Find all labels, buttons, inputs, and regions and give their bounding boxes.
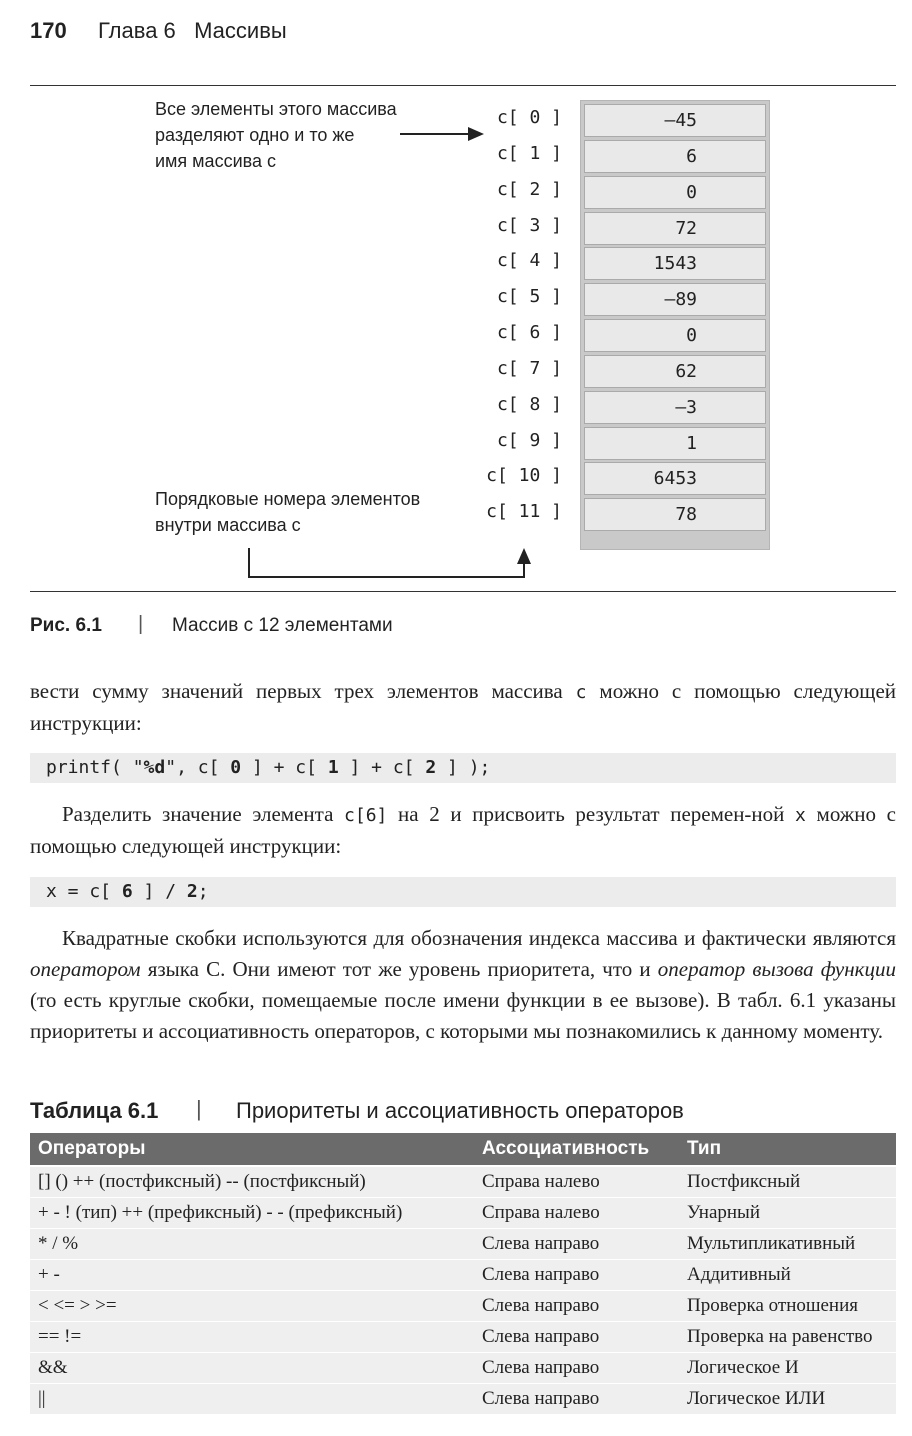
code-bold: %d bbox=[143, 757, 166, 778]
table-row bbox=[30, 1167, 896, 1197]
array-index: c[ 0 ] bbox=[496, 107, 562, 128]
italic-term: оператор вызова функции bbox=[657, 957, 896, 981]
code-run: ] / bbox=[132, 881, 187, 902]
cell-operators: && bbox=[38, 1357, 68, 1378]
inline-code: x bbox=[795, 805, 806, 826]
array-cell: 0 bbox=[584, 176, 766, 209]
array-cell: 0 bbox=[584, 319, 766, 352]
table-row bbox=[30, 1353, 896, 1383]
table-row bbox=[30, 1229, 896, 1259]
cell-associativity: Слева направо bbox=[482, 1326, 600, 1347]
text-run: можно с помощью следующей инструкции: bbox=[30, 679, 896, 735]
table-row bbox=[30, 1384, 896, 1414]
cell-operators: + - bbox=[38, 1264, 60, 1285]
cell-type: Постфиксный bbox=[687, 1171, 801, 1192]
cell-associativity: Слева направо bbox=[482, 1233, 600, 1254]
figure-label-bottom bbox=[155, 486, 420, 538]
code-bold: 1 bbox=[327, 757, 339, 778]
code-block-1 bbox=[30, 753, 896, 783]
cell-type: Мультипликативный bbox=[687, 1233, 856, 1254]
cell-type: Аддитивный bbox=[687, 1264, 791, 1285]
array-cell: 6 bbox=[584, 140, 766, 173]
text-run: Разделить значение элемента bbox=[62, 802, 345, 826]
cell-type: Логическое ИЛИ bbox=[687, 1388, 826, 1409]
figure-label-top-line: разделяют одно и то же bbox=[155, 125, 355, 145]
array-index: c[ 3 ] bbox=[496, 214, 562, 236]
page-number: 170 bbox=[30, 18, 67, 43]
cell-operators: == != bbox=[38, 1326, 82, 1347]
table-label: Таблица 6.1 bbox=[30, 1098, 159, 1123]
array-index: c[ 1 ] bbox=[496, 142, 562, 164]
table-row bbox=[30, 1322, 896, 1352]
figure-caption-separator: | bbox=[138, 613, 144, 635]
array-cell: –3 bbox=[584, 391, 766, 424]
array-index: c[ 9 ] bbox=[496, 429, 562, 451]
code-run: ] ); bbox=[436, 757, 491, 778]
code-run: ; bbox=[197, 881, 209, 902]
text-run: на 2 и присвоить результат перемен-ной bbox=[387, 802, 796, 826]
paragraph-2 bbox=[30, 799, 896, 862]
array-cell: 1 bbox=[584, 427, 766, 460]
array-index: c[ 6 ] bbox=[496, 322, 562, 344]
code-bold: 2 bbox=[186, 881, 198, 902]
figure-arrows bbox=[0, 0, 912, 600]
column-header-operators: Операторы bbox=[38, 1138, 146, 1159]
code-bold: 6 bbox=[121, 881, 133, 902]
text-run: вести сумму значений первых трех элементов массива bbox=[30, 679, 576, 703]
array-index: c[ 7 ] bbox=[496, 357, 562, 379]
cell-type: Проверка отношения bbox=[687, 1295, 858, 1316]
cell-type: Логическое И bbox=[687, 1357, 799, 1378]
code-run: x = c[ bbox=[46, 881, 122, 902]
code-run: printf( " bbox=[46, 757, 144, 778]
text-run: (то есть круглые скобки, помещаемые после имени функции в ее вызове). В табл. 6.1 указаны приоритеты и ассоциативность операторов, с которыми мы познакомились к данному моменту. bbox=[30, 988, 896, 1043]
index-arrow-line bbox=[249, 548, 524, 577]
paragraph-1 bbox=[30, 676, 896, 739]
array-index: c[ 10 ] bbox=[486, 465, 562, 487]
text-run: можно с помощью следующей инструкции: bbox=[30, 802, 896, 858]
table-separator: | bbox=[196, 1096, 202, 1121]
inline-code: c bbox=[575, 682, 587, 703]
cell-associativity: Слева направо bbox=[482, 1357, 600, 1378]
code-block-2 bbox=[30, 877, 896, 907]
cell-type: Проверка на равенство bbox=[687, 1326, 873, 1347]
array-cell: 1543 bbox=[584, 247, 766, 280]
cell-associativity: Справа налево bbox=[482, 1171, 600, 1192]
table-row bbox=[30, 1260, 896, 1290]
array-index: c[ 4 ] bbox=[496, 250, 562, 272]
code-run: ] + c[ bbox=[338, 757, 426, 778]
cell-operators: || bbox=[38, 1388, 46, 1409]
array-index-column bbox=[470, 100, 562, 530]
text-run: Квадратные скобки используются для обозначения индекса массива и фактически являются bbox=[62, 926, 896, 950]
index-arrow-head bbox=[517, 548, 531, 564]
column-header-type: Тип bbox=[687, 1138, 722, 1159]
figure-label-top-line: Все элементы этого массива bbox=[155, 99, 397, 119]
figure-caption-label: Рис. 6.1 bbox=[30, 615, 102, 636]
code-bold: 2 bbox=[425, 757, 437, 778]
table-row bbox=[30, 1198, 896, 1228]
array-cell: –45 bbox=[584, 104, 766, 137]
array-index: c[ 2 ] bbox=[496, 178, 562, 200]
table-row bbox=[30, 1291, 896, 1321]
code-run: ] + c[ bbox=[241, 757, 328, 778]
figure-label-bottom-line: Порядковые номера элементов bbox=[155, 489, 421, 509]
figure-label-bottom-line: внутри массива c bbox=[155, 515, 301, 535]
paragraph-3 bbox=[30, 923, 896, 1047]
code-run: ", c[ bbox=[165, 757, 231, 778]
table-title: Приоритеты и ассоциативность операторов bbox=[236, 1098, 684, 1123]
cell-operators: + - ! (тип) ++ (префиксный) - - (префиксный) bbox=[38, 1202, 403, 1223]
cell-associativity: Слева направо bbox=[482, 1388, 600, 1409]
cell-operators: < <= > >= bbox=[38, 1295, 117, 1316]
array-cells bbox=[580, 100, 770, 550]
figure-caption-text: Массив с 12 элементами bbox=[172, 615, 393, 636]
inline-code: c[6] bbox=[344, 805, 388, 826]
text-run: языка C. Они имеют тот же уровень приоритета, что и bbox=[140, 957, 658, 981]
table-header bbox=[30, 1133, 896, 1165]
array-cell: 78 bbox=[584, 498, 766, 531]
array-cell: 62 bbox=[584, 355, 766, 388]
array-index: c[ 11 ] bbox=[486, 501, 562, 523]
array-cell: 6453 bbox=[584, 462, 766, 495]
cell-operators: [] () ++ (постфиксный) -- (постфиксный) bbox=[38, 1171, 366, 1192]
figure-bottom-rule bbox=[30, 591, 896, 592]
figure-label-top-line: имя массива c bbox=[155, 151, 276, 171]
array-index: c[ 5 ] bbox=[496, 286, 562, 308]
column-header-associativity: Ассоциативность bbox=[482, 1138, 650, 1159]
cell-operators: * / % bbox=[38, 1233, 79, 1254]
cell-associativity: Справа налево bbox=[482, 1202, 600, 1223]
code-bold: 0 bbox=[230, 757, 242, 778]
array-cell: –89 bbox=[584, 283, 766, 316]
chapter-title: Глава 6 Массивы bbox=[98, 18, 287, 43]
cell-associativity: Слева направо bbox=[482, 1264, 600, 1285]
italic-term: оператором bbox=[30, 957, 141, 981]
cell-type: Унарный bbox=[687, 1202, 760, 1223]
array-index: c[ 8 ] bbox=[496, 393, 562, 415]
cell-associativity: Слева направо bbox=[482, 1295, 600, 1316]
array-cell: 72 bbox=[584, 212, 766, 245]
